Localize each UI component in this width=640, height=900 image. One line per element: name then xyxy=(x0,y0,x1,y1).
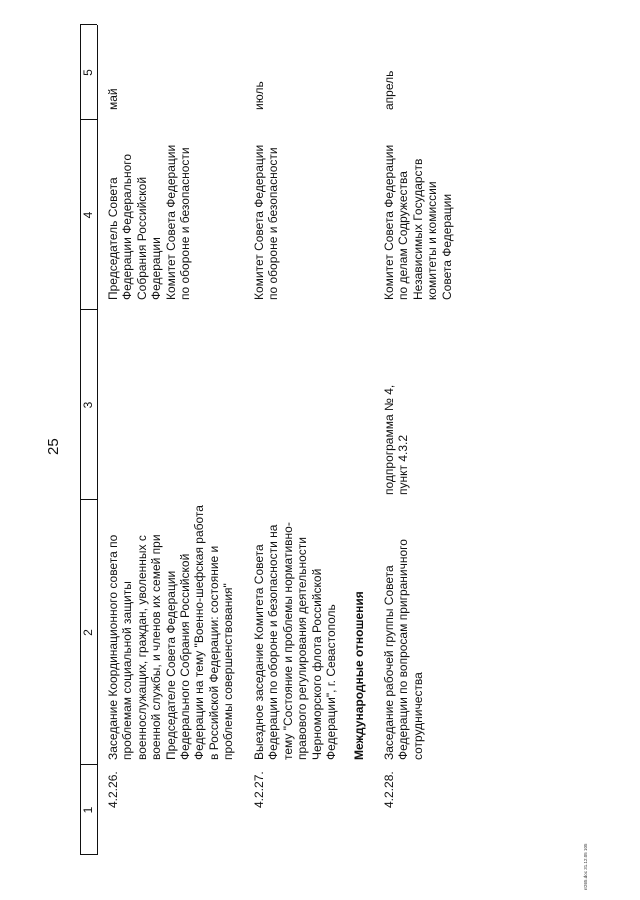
row-number: 4.2.27. xyxy=(252,771,266,808)
header-col-4: 4 xyxy=(81,211,95,219)
responsible-party: Комитет Совета Федерации по обороне и безопасности xyxy=(252,144,281,300)
header-col-1: 1 xyxy=(81,806,95,814)
row-number: 4.2.28. xyxy=(382,771,396,808)
header-col-3: 3 xyxy=(81,401,95,409)
term: май xyxy=(106,88,120,110)
term: июль xyxy=(252,81,266,110)
section-heading: Международные отношения xyxy=(352,591,366,760)
event-description: Заседание рабочей группы Совета Федерации по вопросам приграничного сотрудничества xyxy=(382,539,425,760)
responsible-party: Председатель Совета Федерации Федерального Собрания Российской Федерации Комитет Совета Федерации по обороне и безопасности xyxy=(106,144,193,300)
page-number: 25 xyxy=(45,438,62,455)
header-col-5: 5 xyxy=(81,69,95,76)
event-description: Выездное заседание Комитета Совета Федерации по обороне и безопасности на тему "Состояние и проблемы нормативно- правового регулирования деятельности Черноморского флота Российской Федерации", г. Севастополь xyxy=(252,522,339,760)
header-bottom-border xyxy=(97,25,98,855)
term: апрель xyxy=(382,70,396,110)
footer-code: rr265.doc 31.12.05 105 xyxy=(583,843,588,890)
basis-reference: подпрограмма № 4, пункт 4.3.2 xyxy=(382,384,411,495)
row-number: 4.2.26. xyxy=(106,771,120,808)
responsible-party: Комитет Совета Федерации по делам Содружества Независимых Государств комитеты и комиссии Совета Федерации xyxy=(382,144,454,300)
event-description: Заседание Координационного совета по проблемам социальной защиты военнослужащих, граждан, уволенных с военной службы, и членов их семей при Председателе Совета Федерации Федерального Собрания Российской Федерации на тему "Военно-шефская работа в Российской Федерации: состояние и проблемы совершенствования" xyxy=(106,505,236,760)
header-col-2: 2 xyxy=(81,629,95,636)
